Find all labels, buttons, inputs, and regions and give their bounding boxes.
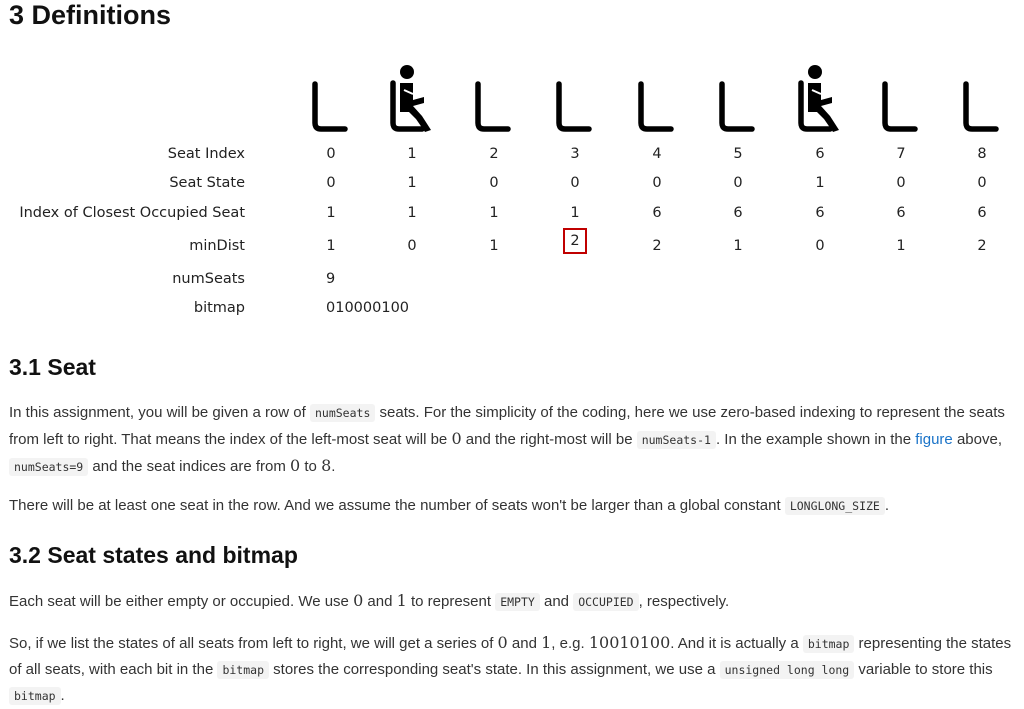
seat-figure bbox=[0, 0, 1024, 330]
closest-occupied-cell-value: 6 bbox=[815, 205, 825, 221]
text: . And it is actually a bbox=[670, 635, 803, 652]
section-3-title: 3 Definitions bbox=[9, 0, 172, 30]
text: and the seat indices are from bbox=[88, 458, 291, 475]
seat-state-cell bbox=[311, 175, 351, 191]
code-numseats-minus-1: numSeats-1 bbox=[637, 431, 716, 449]
seat-state-cell bbox=[392, 175, 432, 191]
row-label-numseats: numSeats bbox=[172, 271, 245, 287]
mindist-cell bbox=[962, 238, 1002, 254]
closest-occupied-cell-value: 6 bbox=[733, 205, 743, 221]
mindist-cell-value: 2 bbox=[652, 238, 662, 254]
mindist-cell bbox=[474, 238, 514, 254]
seat-index-cell bbox=[637, 146, 677, 162]
code-bitmap: bitmap bbox=[217, 661, 269, 679]
code-longlong-size: LONGLONG_SIZE bbox=[785, 497, 885, 515]
seat-index-cell-value: 5 bbox=[733, 146, 743, 162]
empty-seat-icon bbox=[470, 64, 518, 132]
mindist-cell bbox=[800, 238, 840, 254]
empty-seat-icon bbox=[958, 64, 1006, 132]
math: 0 bbox=[451, 429, 462, 448]
mindist-cell bbox=[637, 238, 677, 254]
seat-index-cell bbox=[392, 146, 432, 162]
seat-state-cell-value: 0 bbox=[489, 175, 499, 191]
closest-occupied-cell bbox=[718, 205, 758, 221]
text: to bbox=[300, 458, 322, 475]
empty-seat-icon bbox=[633, 64, 681, 132]
closest-occupied-cell-value: 6 bbox=[977, 205, 987, 221]
mindist-cell-value: 1 bbox=[489, 238, 499, 254]
row-label-closest-occupied: Index of Closest Occupied Seat bbox=[19, 205, 245, 221]
seat-index-cell-value: 1 bbox=[407, 146, 417, 162]
seat-index-cell-value: 6 bbox=[815, 146, 825, 162]
text: . In the example shown in the bbox=[715, 431, 916, 448]
mindist-cell-value: 2 bbox=[977, 238, 987, 254]
text: . bbox=[331, 458, 336, 475]
seat-state-cell bbox=[881, 175, 921, 191]
closest-occupied-cell bbox=[474, 205, 514, 221]
text: . bbox=[60, 687, 65, 704]
closest-occupied-cell bbox=[800, 205, 840, 221]
text: above, bbox=[952, 431, 1002, 448]
closest-occupied-cell bbox=[555, 205, 595, 221]
seat-index-cell bbox=[881, 146, 921, 162]
mindist-cell bbox=[718, 238, 758, 254]
seat-state-cell bbox=[555, 175, 595, 191]
text: . bbox=[884, 497, 890, 514]
seat-state-cell-value: 0 bbox=[570, 175, 580, 191]
seat-index-cell bbox=[962, 146, 1002, 162]
section-3-2-title: 3.2 Seat states and bitmap bbox=[9, 542, 298, 568]
text: So, if we list the states of all seats from left to right, we will get a series of bbox=[9, 635, 498, 652]
text: to represent bbox=[406, 593, 496, 610]
code-occupied: OCCUPIED bbox=[573, 593, 638, 611]
mindist-cell-value: 1 bbox=[733, 238, 743, 254]
text: seats. For the simplicity of the coding, here we use zero-based indexing to represent the seats from left to right. That means the index of the left-most seat will be bbox=[9, 404, 1005, 448]
mindist-cell bbox=[555, 233, 595, 249]
row-label-seat-state: Seat State bbox=[169, 175, 245, 191]
seat-state-cell-value: 0 bbox=[326, 175, 336, 191]
states-paragraph-2 bbox=[9, 630, 1021, 709]
seat-index-cell-value: 7 bbox=[896, 146, 906, 162]
empty-seat-icon bbox=[877, 64, 925, 132]
mindist-cell-value: 0 bbox=[407, 238, 417, 254]
seat-index-cell bbox=[474, 146, 514, 162]
closest-occupied-cell bbox=[962, 205, 1002, 221]
row-label-bitmap: bitmap bbox=[193, 300, 245, 316]
mindist-cell-value: 1 bbox=[896, 238, 906, 254]
math: 0 bbox=[497, 633, 508, 652]
text: and bbox=[507, 635, 542, 652]
states-paragraph-1 bbox=[9, 588, 1021, 615]
math: 0 bbox=[353, 591, 364, 610]
seat-state-cell bbox=[800, 175, 840, 191]
closest-occupied-cell-value: 6 bbox=[896, 205, 906, 221]
closest-occupied-cell-value: 1 bbox=[407, 205, 417, 221]
seat-state-cell bbox=[718, 175, 758, 191]
closest-occupied-cell-value: 1 bbox=[489, 205, 499, 221]
seat-state-cell-value: 0 bbox=[733, 175, 743, 191]
seat-state-cell bbox=[637, 175, 677, 191]
person-in-seat-icon bbox=[388, 64, 436, 132]
seat-state-cell bbox=[474, 175, 514, 191]
row-label-seat-index: Seat Index bbox=[167, 146, 245, 162]
mindist-cell bbox=[881, 238, 921, 254]
text: variable to store this bbox=[854, 661, 993, 678]
seat-index-cell bbox=[311, 146, 351, 162]
text: There will be at least one seat in the row. And we assume the number of seats won't be larger than a global constant bbox=[9, 497, 785, 514]
text: , e.g. bbox=[551, 635, 589, 652]
empty-seat-icon bbox=[307, 64, 355, 132]
seat-index-cell-value: 2 bbox=[489, 146, 499, 162]
seat-index-cell-value: 8 bbox=[977, 146, 987, 162]
empty-seat-icon bbox=[551, 64, 599, 132]
section-3-1-title: 3.1 Seat bbox=[9, 354, 96, 380]
seat-index-cell-value: 0 bbox=[326, 146, 336, 162]
seat-index-cell bbox=[718, 146, 758, 162]
closest-occupied-cell-value: 1 bbox=[326, 205, 336, 221]
figure-link[interactable]: figure bbox=[915, 431, 953, 448]
seat-paragraph-2 bbox=[9, 493, 1021, 519]
math: 8 bbox=[321, 456, 332, 475]
highlighted-mindist: 2 bbox=[563, 228, 586, 254]
person-in-seat-icon bbox=[796, 64, 844, 132]
closest-occupied-cell bbox=[311, 205, 351, 221]
mindist-cell bbox=[311, 238, 351, 254]
seat-state-cell-value: 1 bbox=[815, 175, 825, 191]
text: , respectively. bbox=[638, 593, 730, 610]
text: and the right-most will be bbox=[461, 431, 637, 448]
code-empty: EMPTY bbox=[495, 593, 540, 611]
closest-occupied-cell bbox=[637, 205, 677, 221]
row-label-mindist: minDist bbox=[189, 238, 245, 254]
closest-occupied-cell-value: 1 bbox=[570, 205, 580, 221]
text: and bbox=[363, 593, 397, 610]
mindist-cell bbox=[392, 238, 432, 254]
seat-state-cell-value: 0 bbox=[977, 175, 987, 191]
seat-state-cell-value: 1 bbox=[407, 175, 417, 191]
text: representing the states of all seats, with each bit in the bbox=[9, 635, 1012, 678]
math: 1 bbox=[396, 591, 407, 610]
text: Each seat will be either empty or occupied. We use bbox=[9, 593, 354, 610]
seat-state-cell-value: 0 bbox=[652, 175, 662, 191]
code-bitmap: bitmap bbox=[9, 687, 61, 705]
mindist-cell-value: 1 bbox=[326, 238, 336, 254]
text: and bbox=[539, 593, 574, 610]
code-numseats: numSeats bbox=[310, 404, 375, 422]
bitmap-value: 010000100 bbox=[326, 300, 410, 316]
seat-index-cell-value: 4 bbox=[652, 146, 662, 162]
closest-occupied-cell-value: 6 bbox=[652, 205, 662, 221]
math: 0 bbox=[290, 456, 301, 475]
closest-occupied-cell bbox=[881, 205, 921, 221]
numseats-value: 9 bbox=[326, 271, 336, 287]
seat-state-cell bbox=[962, 175, 1002, 191]
math: 10010100 bbox=[588, 633, 671, 652]
code-numseats-9: numSeats=9 bbox=[9, 458, 88, 476]
math: 1 bbox=[541, 633, 552, 652]
seat-index-cell bbox=[800, 146, 840, 162]
code-bitmap: bitmap bbox=[803, 635, 855, 653]
seat-paragraph-1 bbox=[9, 400, 1021, 480]
seat-index-cell bbox=[555, 146, 595, 162]
seat-state-cell-value: 0 bbox=[896, 175, 906, 191]
text: In this assignment, you will be given a row of bbox=[9, 404, 310, 421]
closest-occupied-cell bbox=[392, 205, 432, 221]
text: stores the corresponding seat's state. In this assignment, we use a bbox=[269, 661, 720, 678]
code-unsigned-long-long: unsigned long long bbox=[720, 661, 855, 679]
empty-seat-icon bbox=[714, 64, 762, 132]
seat-index-cell-value: 3 bbox=[570, 146, 580, 162]
mindist-cell-value: 0 bbox=[815, 238, 825, 254]
